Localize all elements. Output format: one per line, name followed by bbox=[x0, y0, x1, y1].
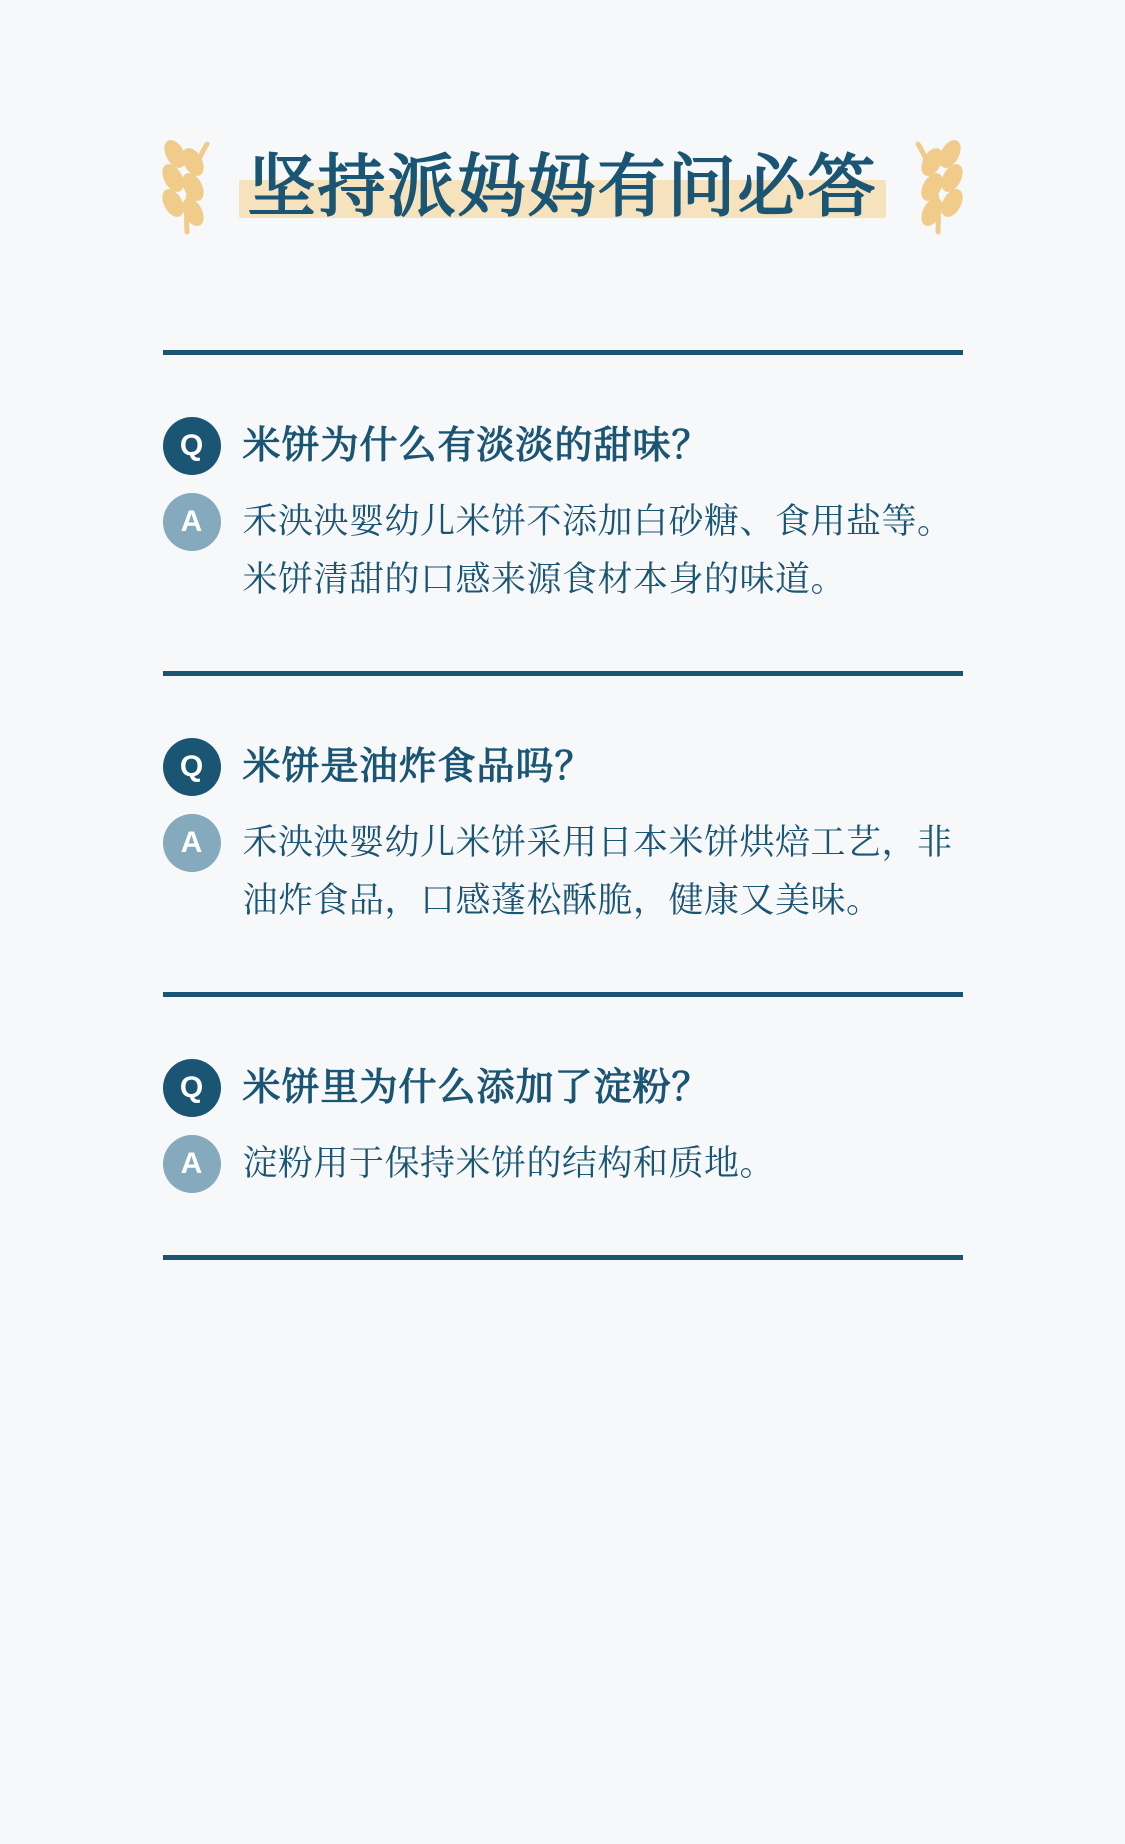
wheat-leaf-icon bbox=[155, 140, 229, 236]
faq-item bbox=[163, 676, 963, 992]
question-text: 米饼为什么有淡淡的甜味？ bbox=[242, 425, 711, 467]
question-badge: Q bbox=[163, 1059, 221, 1117]
faq-list bbox=[0, 355, 1125, 1260]
question-badge: Q bbox=[163, 417, 221, 475]
answer-text: 禾泱泱婴幼儿米饼不添加白砂糖、食用盐等。米饼清甜的口感来源食材本身的味道。 bbox=[242, 502, 953, 599]
question-row bbox=[163, 1059, 963, 1117]
page-title-wrap bbox=[239, 149, 885, 226]
answer-text: 淀粉用于保持米饼的结构和质地。 bbox=[242, 1144, 776, 1183]
page-header bbox=[0, 118, 1125, 258]
answer-text: 禾泱泱婴幼儿米饼采用日本米饼烘焙工艺，非油炸食品，口感蓬松酥脆，健康又美味。 bbox=[242, 823, 953, 920]
header-spacer bbox=[0, 258, 1125, 350]
answer-badge: A bbox=[163, 493, 221, 551]
question-row bbox=[163, 738, 963, 796]
faq-page bbox=[0, 118, 1125, 1844]
wheat-leaf-icon bbox=[896, 140, 970, 236]
answer-row bbox=[163, 1135, 963, 1193]
question-text: 米饼里为什么添加了淀粉？ bbox=[242, 1067, 711, 1109]
header-inner bbox=[155, 140, 969, 236]
faq-item bbox=[163, 355, 963, 671]
page-title: 坚持派妈妈有问必答 bbox=[247, 149, 878, 226]
question-row bbox=[163, 417, 963, 475]
answer-badge: A bbox=[163, 1135, 221, 1193]
answer-badge: A bbox=[163, 814, 221, 872]
answer-row bbox=[163, 493, 963, 609]
question-text: 米饼是油炸食品吗？ bbox=[242, 746, 594, 788]
faq-item bbox=[163, 997, 963, 1255]
answer-row bbox=[163, 814, 963, 930]
question-badge: Q bbox=[163, 738, 221, 796]
divider-bottom bbox=[163, 1255, 963, 1260]
